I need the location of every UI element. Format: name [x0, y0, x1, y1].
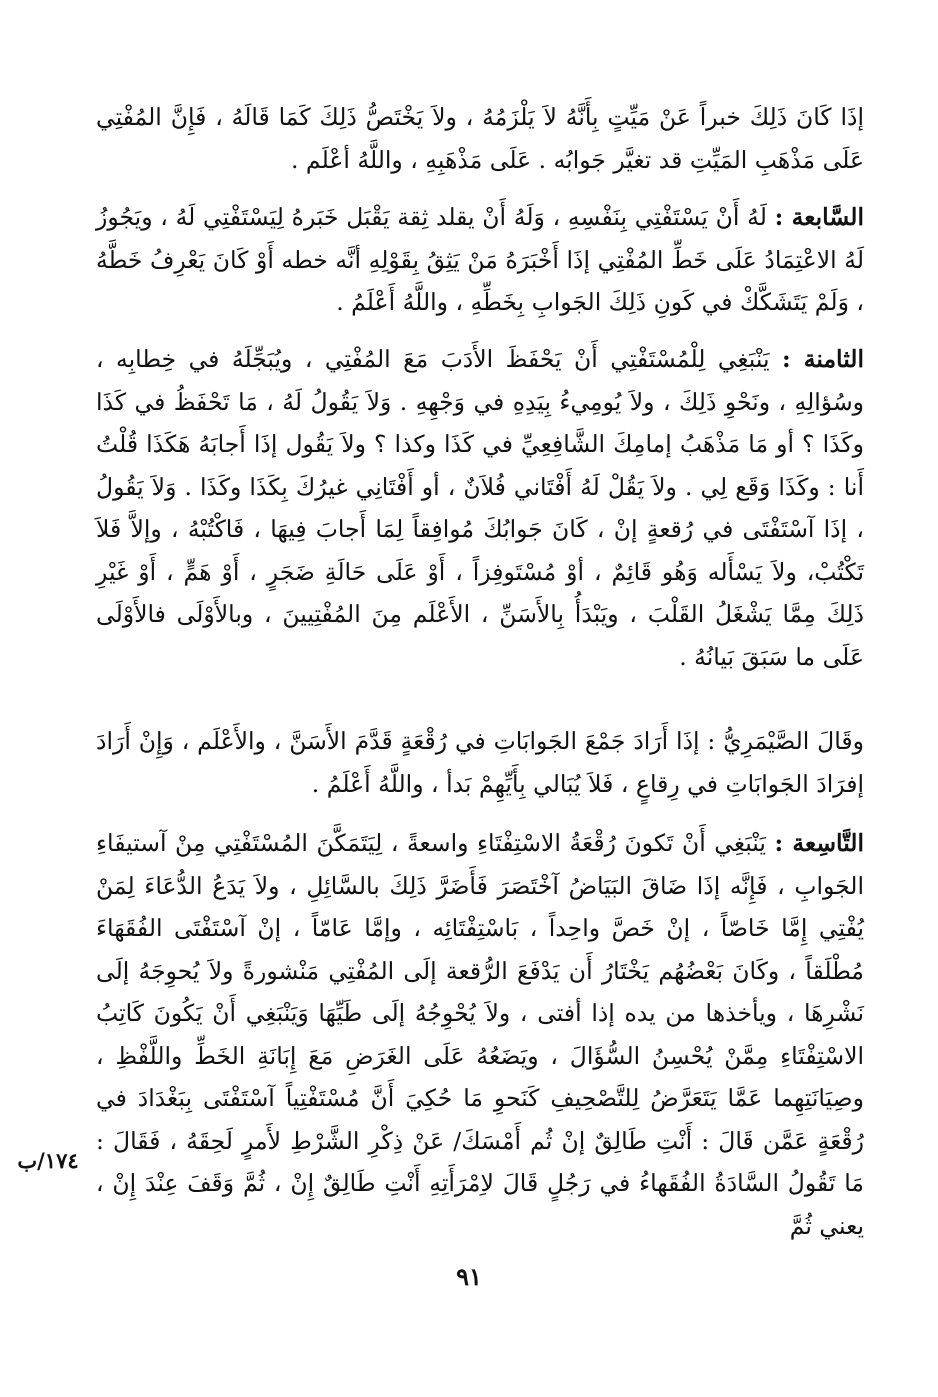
paragraph-text: وقَالَ الصَّيْمَرِيُّ : إذَا أَرَادَ جَمْعَ الجَوابَاتِ في رُقْعَةٍ قَدَّمَ الأَسَنَّ ، والأَعْلَم ، وَإِنْ أَرَادَ إفرَادَ الجَوابَاتِ في رِقاعٍ ، فَلاَ يُبَالي بِأَيِّهِمْ بَدأ ، واللَّهُ أَعْلَمُ .	[96, 727, 864, 798]
paragraph-text: لَهُ أَنْ يَسْتَفْتِي بِنَفْسِهِ ، وَلَهُ أَنْ يقلد ثِقة يَقْبَل خَبَرهُ لِيَسْتَفْتِي لَهُ ، ويَجُوزُ لَهُ الاعْتِمَادُ عَلَى خَطِّ المُفْتِي إذَا أَخْبَرَهُ مَنْ يَثِقُ بِقَوْلِهِ أنَّه خطه أَوْ كَانَ يَعْرِفُ خَطَّهُ ، وَلَمْ يَتَشَكَّكْ في كَونِ ذَلِكَ الجَوابِ بِخَطِّهِ ، واللَّهُ أَعْلَمُ .	[96, 203, 864, 316]
paragraph-seventh	[96, 196, 864, 324]
paragraph-lead: التَّاسِعة :	[774, 829, 864, 857]
paragraph-text: إذَا كَانَ ذَلِكَ خبراً عَنْ مَيِّتٍ بِأَنَّهُ لاَ يَلْزَمُهُ ، ولاَ يَخْتَصُّ ذَلِكَ كَمَا قَالَهُ ، فَإِنَّ المُفْتِي عَلَى مَذْهَبِ المَيِّتِ قد تغيَّر جَوابُه . عَلَى مَذْهَبِهِ ، واللَّهُ أعْلَم .	[96, 103, 864, 174]
paragraph-saymari-quote	[96, 720, 864, 805]
paragraph-continuation	[96, 96, 864, 181]
paragraph-text: يَنْبَغِي أَنْ تَكونَ رُقْعَةُ الاسْتِفْتَاءِ واسعةً ، لِيَتَمَكَّنَ المُسْتَفْتِي مِنْ آستيفَاءِ الجَوابِ ، فَإِنَّه إذَا ضَاقَ البَيَاضُ آخْتَصَرَ فَأَضَرَّ ذَلِكَ بالسَّائِلِ ، ولاَ يَدَعُ الدُّعَاءَ لِمَنْ يُفْتِي إِمَّا خَاصّاً ، إنْ خَصَّ واحِداً ، بَاسْتِفْتَائِه ، وإمَّا عَامّاً ، إنْ آسْتَفْتَى الفُقَهَاءَ مُطْلَقاً ، وكَانَ بَعْضُهُم يَخْتَارُ أَن يَدْفَعَ الرُّقعة إلَى المُفْتِي مَنْشورةً ولاَ يُحوِجَهُ إلَى نَشْرِهَا ، ويأخذها من يده إذا أفتى ، ولاَ يُحْوِجُهُ إلَى طَيِّهَا وَيَنْبَغِي أَنْ يَكُونَ كَاتِبُ الاسْتِفْتَاءِ مِمَّنْ يُحْسِنُ السُّؤَالَ ، ويَضَعُهُ عَلَى الغَرَضِ مَعَ إِبَانَةِ الخَطِّ واللَّفْظِ ، وصِيَانَتِهِما عَمَّا يَتَعَرَّضُ لِلتَّصْحِيفِ كَنَحوِ مَا حُكِيَ أَنَّ مُسْتَفْتِياً آسْتَفْتَى بِبَغْدَادَ في رُقْعَةٍ عَمَّن قَالَ : أَنْتِ طَالِقٌ إنْ ثُم أَمْسَكَ/ عَنْ ذِكْرِ الشَّرْطِ لأَمرٍ لَحِقَهُ ، فَقَالَ : مَا تَقُولُ السَّادَةُ الفُقَهاءُ في رَجُلٍ قَالَ لاِمْرَأَتِهِ أَنْتِ طَالِقٌ إِنْ ، ثُمَّ وَقَفَ عِنْدَ إِنْ ، يعني ثُمَّ	[96, 829, 864, 1240]
page-number: ٩١	[456, 1262, 482, 1291]
paragraph-lead: الثامنة :	[781, 345, 864, 373]
manuscript-folio-note: ١٧٤/ب	[17, 1148, 79, 1173]
paragraph-ninth	[96, 822, 864, 1247]
paragraph-lead: السَّابعة :	[774, 203, 864, 231]
paragraph-eighth	[96, 338, 864, 678]
paragraph-text: يَنْبَغِي لِلْمُسْتَفْتِي أَنْ يَحْفَظَ الأَدَبَ مَعَ المُفْتِي ، ويُبَجِّلَهُ في خِطابِه ، وسُؤالِهِ ، ونَحْوِ ذَلِكَ ، ولاَ يُومِيءُ بِيَدِهِ في وَجْهِهِ . وَلاَ يَقُولُ لَهُ ، مَا تَحْفَظُ في كَذَا وكَذَا ؟ أو مَا مَذْهَبُ إمامِكَ الشَّافِعِيِّ في كَذَا وكذا ؟ ولاَ يَقُول إذَا أَجابَهُ هَكَذَا قُلْتُ أَنا : وكَذَا وَقَع لِي . ولاَ يَقُلْ لَهُ أَفْتَاني فُلاَنٌ ، أو أَفْتَانِي غيرُكَ بِكَذَا وكَذَا . وَلاَ يَقُولُ ، إذَا آسْتَفْتَى في رُقعةٍ إنْ ، كَانَ جَوابُكَ مُوافِقاً لِمَا أَجابَ فِيهَا ، فَاكْتُبْهُ ، وإلاَّ فَلاَ تَكْتُبْ، ولاَ يَسْأَله وَهُو قَائِمٌ ، أوْ مُسْتَوفِزاً ، أَوْ عَلَى حَالَةِ ضَجَرٍ ، أَوْ هَمٍّ ، أَوْ غَيْرِ ذَلِكَ مِمَّا يَشْغَلُ القَلْبَ ، ويَبْدَأُ بِالأَسَنِّ ، الأَعْلَم مِنَ المُفْتِيينَ ، وبالأَوْلَى فالأَوْلَى عَلَى ما سَبَقَ بَيانُهُ .	[96, 345, 864, 671]
